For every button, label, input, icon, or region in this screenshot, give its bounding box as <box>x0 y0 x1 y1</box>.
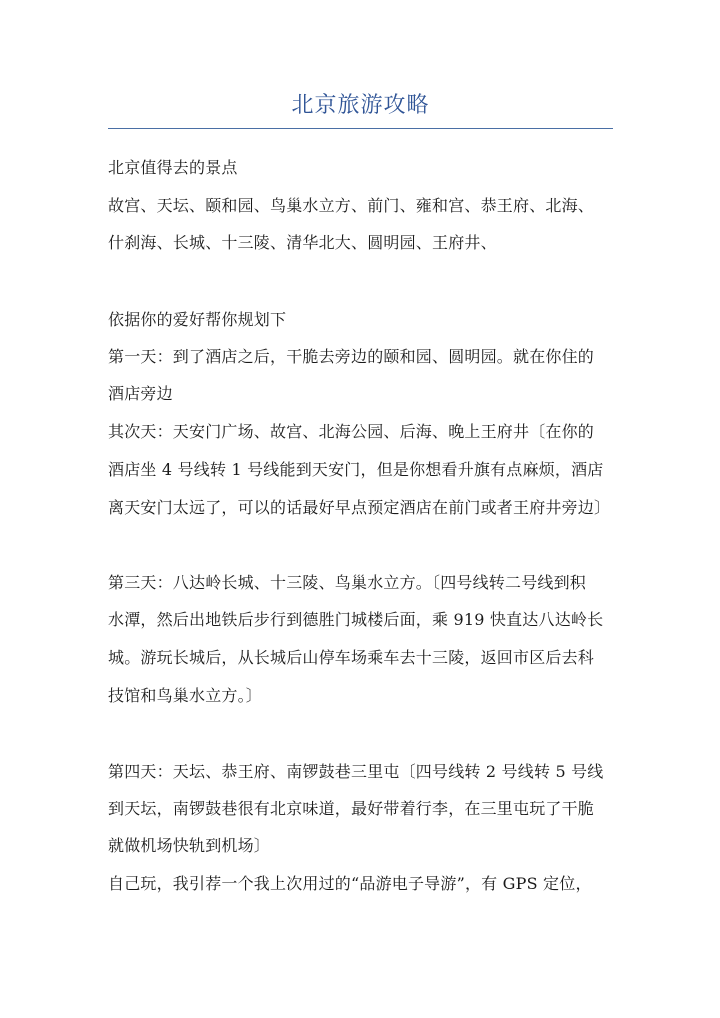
text-line: 第四天：天坛、恭王府、南锣鼓巷三里屯〔四号线转 2 号线转 5 号线 <box>108 762 604 781</box>
text-line: 酒店坐 4 号线转 1 号线能到天安门，但是你想看升旗有点麻烦，酒店 <box>108 460 604 479</box>
text-line: 酒店旁边 <box>108 384 173 403</box>
text-line: 到天坛，南锣鼓巷很有北京味道，最好带着行李，在三里屯玩了干脆 <box>108 799 595 818</box>
text-line: 水潭，然后出地铁后步行到德胜门城楼后面，乘 919 快直达八达岭长 <box>108 610 604 629</box>
text-line: 城。游玩长城后，从长城后山停车场乘车去十三陵，返回市区后去科 <box>108 648 595 667</box>
text-line: 技馆和鸟巢水立方。〕 <box>108 686 263 705</box>
text-line: 第三天：八达岭长城、十三陵、鸟巢水立方。〔四号线转二号线到积 <box>108 573 587 592</box>
text-line: 什刹海、长城、十三陵、清华北大、圆明园、王府井、 <box>108 233 497 252</box>
text-line: 其次天：天安门广场、故宫、北海公园、后海、晚上王府井〔在你的 <box>108 422 595 441</box>
text-line: 自己玩，我引荐一个我上次用过的“品游电子导游”，有 GPS 定位， <box>108 874 592 893</box>
text-line: 第一天：到了酒店之后，干脆去旁边的颐和园、圆明园。就在你住的 <box>108 347 595 366</box>
document-title: 北京旅游攻略 <box>291 93 430 118</box>
title-underline <box>108 128 613 129</box>
text-line: 依据你的爱好帮你规划下 <box>108 310 287 329</box>
text-line: 北京值得去的景点 <box>108 158 238 177</box>
text-line: 就做机场快轨到机场〕 <box>108 836 271 855</box>
text-line: 离天安门太远了，可以的话最好早点预定酒店在前门或者王府井旁边〕 <box>108 498 611 517</box>
text-line: 故宫、天坛、颐和园、鸟巢水立方、前门、雍和宫、恭王府、北海、 <box>108 196 595 215</box>
